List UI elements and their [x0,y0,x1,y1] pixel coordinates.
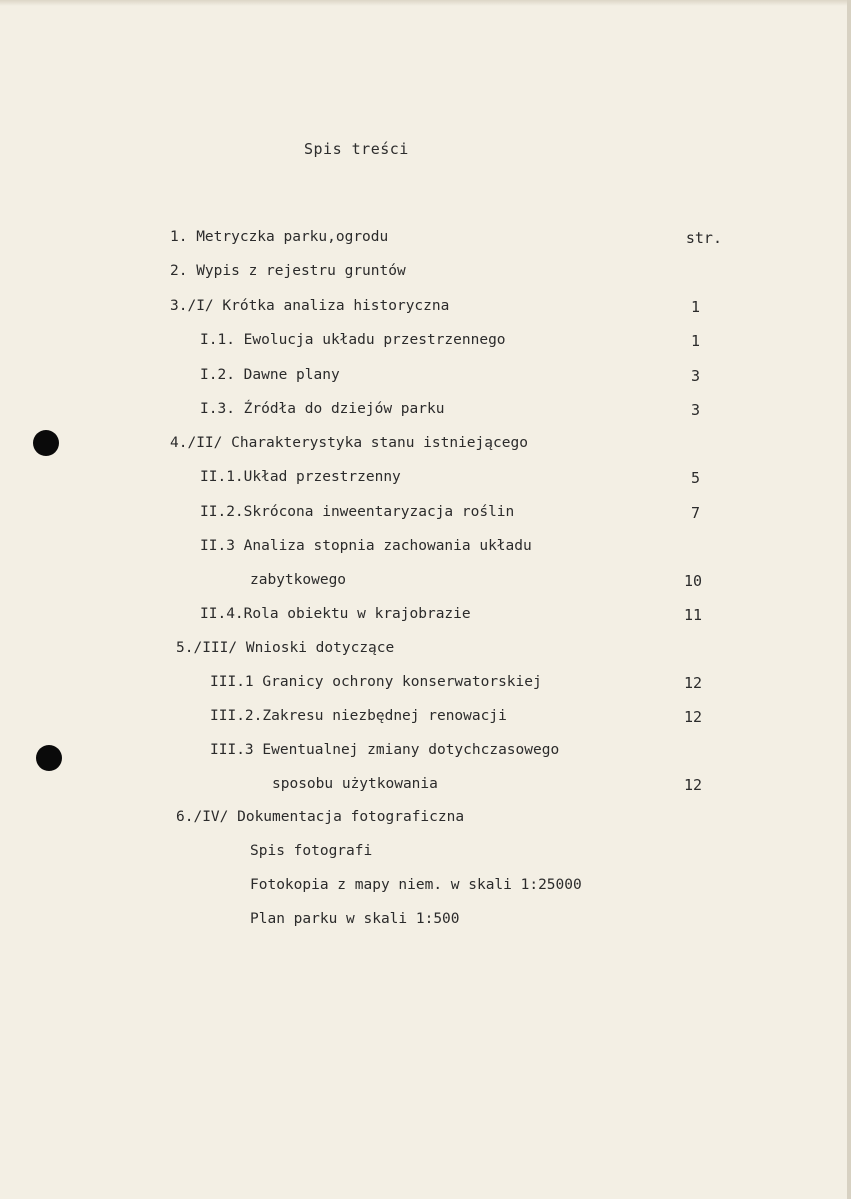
toc-entry-page: 12 [683,776,702,794]
punch-hole-top [33,430,59,456]
toc-entry-text: II.2.Skrócona inweentaryzacja roślin [200,504,515,520]
toc-entry-text: II.1.Układ przestrzenny [200,469,401,485]
page-right-edge [847,0,851,1199]
toc-entry-text: III.1 Granicy ochrony konserwatorskiej [210,674,542,690]
toc-entry-page: 12 [683,708,702,726]
toc-entry-page: 1 [690,332,700,350]
punch-hole-bottom [36,745,62,771]
toc-entry-page: 10 [683,572,702,590]
toc-entry-text: 3./I/ Krótka analiza historyczna [170,298,450,314]
page-top-edge [0,0,851,6]
toc-entry-text: Plan parku w skali 1:500 [250,911,460,927]
toc-entry-page: 5 [690,469,700,487]
toc-entry-text: I.1. Ewolucja układu przestrzennego [200,332,506,348]
toc-entry-text: III.3 Ewentualnej zmiany dotychczasowego [210,742,560,758]
toc-entry-page: 11 [683,606,702,624]
toc-entry-text: zabytkowego [250,572,347,588]
toc-entry-text: Spis fotografi [250,843,373,859]
toc-entry-page: 12 [683,674,702,692]
toc-entry-text: Fotokopia z mapy niem. w skali 1:25000 [250,877,582,893]
toc-entry-text: III.2.Zakresu niezbędnej renowacji [210,708,507,724]
toc-entry-text: 1. Metryczka parku,ogrodu [170,229,389,245]
toc-entry-text: sposobu użytkowania [272,776,438,792]
toc-entry-text: 5./III/ Wnioski dotyczące [176,640,395,656]
toc-entry-page: 1 [690,298,700,316]
page-title: Spis treści [304,140,409,158]
toc-entry-text: 4./II/ Charakterystyka stanu istniejącego [170,435,528,451]
toc-entry-text: 2. Wypis z rejestru gruntów [170,263,406,279]
toc-entry-text: II.4.Rola obiektu w krajobrazie [200,606,471,622]
toc-entry-text: I.2. Dawne plany [200,367,340,383]
toc-entry-text: II.3 Analiza stopnia zachowania układu [200,538,532,554]
toc-entry-page: 3 [690,367,700,385]
toc-entry-page: str. [685,229,722,247]
toc-entry-page: 7 [690,504,700,522]
toc-entry-text: I.3. Źródła do dziejów parku [200,401,445,417]
toc-entry-text: 6./IV/ Dokumentacja fotograficzna [176,809,465,825]
toc-entry-page: 3 [690,401,700,419]
